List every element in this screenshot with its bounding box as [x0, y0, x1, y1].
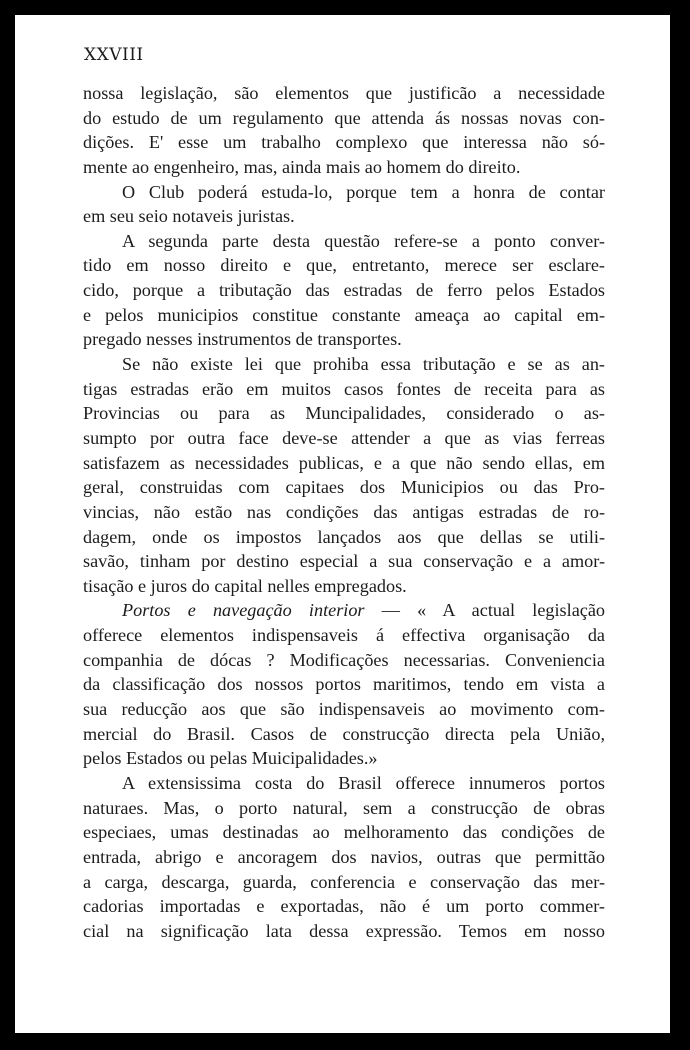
text-line: geral, construidas com capitaes dos Municipios ou das Pro- [83, 477, 605, 498]
page-number: XXVIII [84, 45, 144, 65]
text-line: dagem, onde os impostos lançados aos que dellas se utili- [83, 526, 605, 547]
text-line: cido, porque a tributação das estradas de ferro pelos Estados [83, 280, 605, 301]
text-line: mercial do Brasil. Casos de construcção directa pela União, [83, 723, 605, 744]
text-line: pregado nesses instrumentos de transportes. [83, 329, 402, 350]
text-line: entrada, abrigo e ancoragem dos navios, outras que permittão [83, 846, 605, 867]
text-line: cadorias importadas e exportadas, não é um porto commer- [83, 896, 605, 917]
section-heading: Portos e navegação interior [122, 600, 365, 621]
text-line [83, 598, 605, 623]
text-line: satisfazem as necessidades publicas, e a que não sendo ellas, em [83, 452, 605, 473]
text-run: — « A actual legislação [364, 600, 605, 621]
text-line: tido em nosso direito e que, entretanto, merece ser esclare- [83, 255, 605, 276]
text-line: tigas estradas erão em muitos casos fontes de receita para as [83, 378, 605, 399]
text-line: especiaes, umas destinadas ao melhoramento das condições de [83, 822, 605, 843]
text-line: Se não existe lei que prohiba essa tributação e se as an- [122, 354, 605, 375]
text-line: Provincias ou para as Muncipalidades, considerado o as- [83, 403, 605, 424]
paragraph [83, 81, 605, 180]
text-line: pelos Estados ou pelas Muicipalidades.» [83, 748, 378, 769]
text-line: da classificação dos nossos portos maritimos, tendo em vista a [83, 674, 605, 695]
paragraph [83, 598, 605, 770]
text-line: e pelos municipios constitue constante ameaça ao capital em- [83, 304, 605, 325]
paragraph [83, 180, 605, 229]
text-line: O Club poderá estuda-lo, porque tem a honra de contar [122, 181, 605, 202]
text-line: offerece elementos indispensaveis á effectiva organisação da [83, 625, 605, 646]
text-line: savão, tinham por destino especial a sua conservação e a amor- [83, 551, 605, 572]
text-line: dições. E' esse um trabalho complexo que interessa não só- [83, 132, 605, 153]
text-line: naturaes. Mas, o porto natural, sem a construcção de obras [83, 797, 605, 818]
text-line: companhia de dócas ? Modificações necessarias. Conveniencia [83, 649, 605, 670]
book-page [15, 15, 670, 1033]
text-line: nossa legislação, são elementos que justificão a necessidade [83, 83, 605, 103]
text-line: a carga, descarga, guarda, conferencia e conservação das mer- [83, 871, 605, 892]
text-line: em seu seio notaveis juristas. [83, 206, 295, 227]
text-line: do estudo de um regulamento que attenda ás nossas novas con- [83, 107, 605, 128]
paragraph [83, 771, 605, 943]
paragraph [83, 229, 605, 352]
text-line: cial na significação lata dessa expressão. Temos em nosso [83, 920, 605, 941]
text-line: sua reducção aos que são indispensaveis ao movimento com- [83, 699, 605, 720]
text-line: vincias, não estão nas condições das antigas estradas de ro- [83, 501, 605, 522]
text-line: A extensissima costa do Brasil offerece innumeros portos [122, 772, 605, 793]
body-text [83, 81, 605, 943]
text-line: A segunda parte desta questão refere-se a ponto conver- [122, 230, 605, 251]
text-line: mente ao engenheiro, mas, ainda mais ao homem do direito. [83, 156, 521, 177]
text-line: sumpto por outra face deve-se attender a que as vias ferreas [83, 427, 605, 448]
text-line: tisação e juros do capital nelles empregados. [83, 575, 407, 596]
paragraph [83, 352, 605, 598]
